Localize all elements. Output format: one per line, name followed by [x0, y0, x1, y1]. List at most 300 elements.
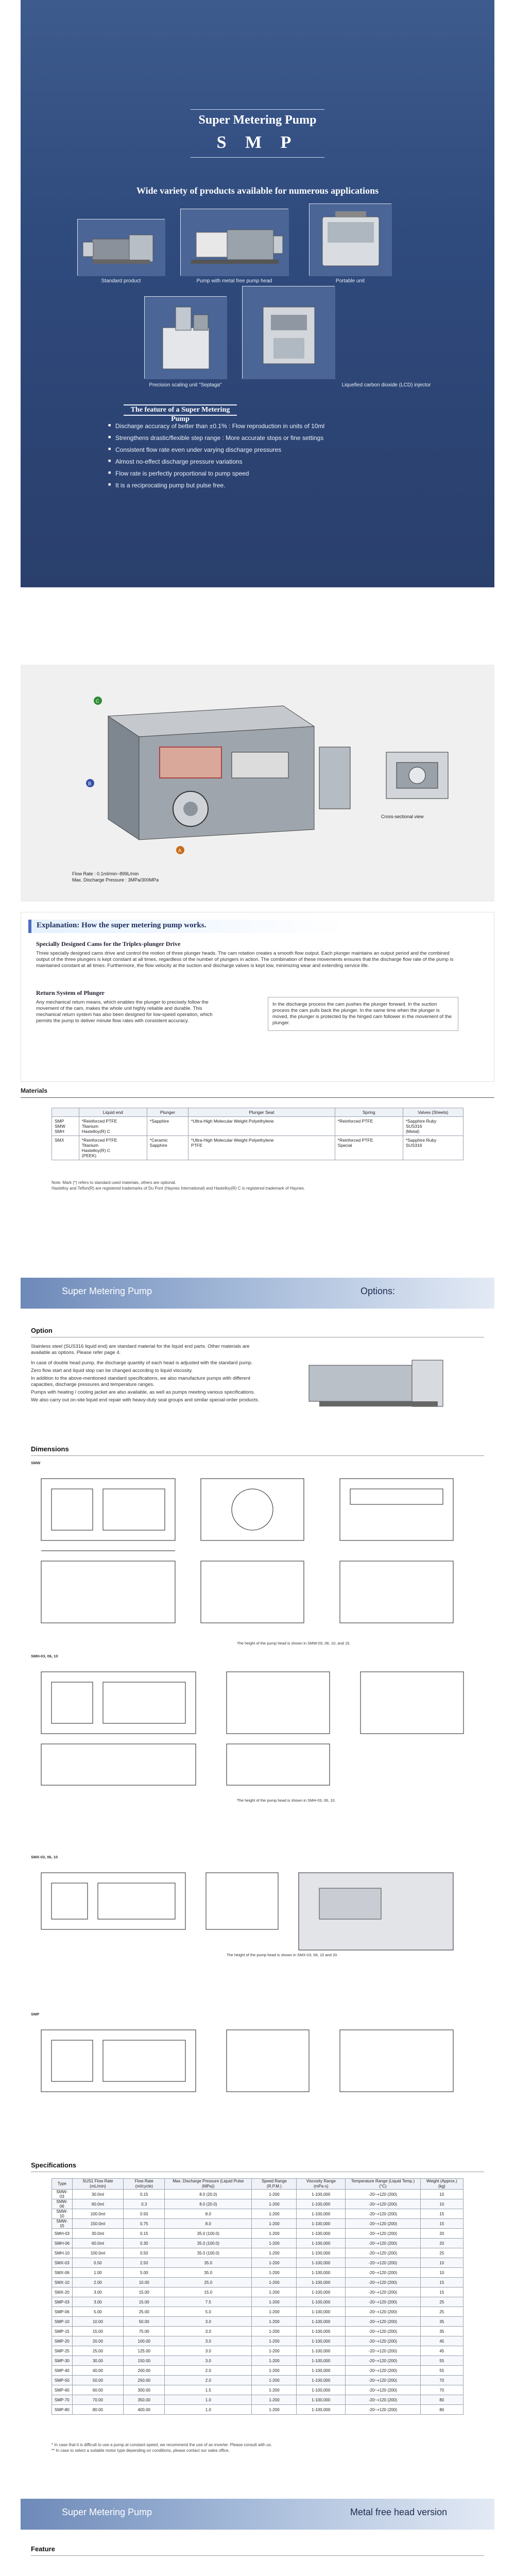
table-cell: -20~+120 (200): [346, 2229, 420, 2239]
table-header: Flow Rate (ml/cycle): [124, 2179, 165, 2190]
table-cell: 3.00: [72, 2297, 124, 2307]
table-cell: SMX-03: [52, 2258, 73, 2268]
table-cell: SMW-06: [52, 2199, 73, 2209]
feature-item: ■ It is a reciprocating pump but pulse free.: [108, 482, 407, 489]
table-cell: 1-200: [252, 2219, 297, 2229]
table-cell: 3.0: [165, 2317, 252, 2327]
table-cell: -20~+120 (200): [346, 2317, 420, 2327]
divider: [21, 1097, 494, 1098]
table-cell: 3.0: [165, 2336, 252, 2346]
dimension-caption: The height of the pump head is shown in SMH-03, 06, 10.: [237, 1798, 336, 1803]
table-cell: SMX-10: [52, 2278, 73, 2287]
table-cell: SMP-06: [52, 2307, 73, 2317]
table-cell: *Ceramic Sapphire: [147, 1136, 188, 1160]
table-cell: 10: [420, 2190, 463, 2199]
table-cell: SMP SMW SMH: [52, 1117, 79, 1136]
table-cell: 15: [420, 2278, 463, 2287]
table-cell: 1-100,000: [297, 2229, 346, 2239]
option-intro: Stainless steel (SUS316 liquid end) are standard material for the liquid end parts. Other materials are available as options. Please refer page 4.: [31, 1344, 250, 1355]
specifications-table: [52, 2178, 464, 2415]
product-photo: [309, 204, 391, 276]
table-cell: 10: [420, 2268, 463, 2278]
cross-section-caption: Cross-sectional view: [381, 814, 424, 819]
table-cell: 150.00: [124, 2356, 165, 2366]
option-item: In case of double head pump, the discharge quantity of each head is adjusted with the standard pump.: [31, 1360, 253, 1366]
table-cell: -20~+120 (200): [346, 2268, 420, 2278]
table-cell: *Sapphire: [147, 1117, 188, 1136]
table-cell: 1-100,000: [297, 2248, 346, 2258]
pump-illustration: [145, 297, 227, 379]
table-cell: -20~+120 (200): [346, 2209, 420, 2219]
product-caption: Pump with metal free pump head: [196, 278, 272, 284]
svg-text:B: B: [88, 781, 92, 786]
divider: [191, 157, 324, 158]
product-caption: Liquefied carbon dioxide (LCD) injector: [341, 382, 431, 388]
explanation-title: Explanation: How the super metering pump works.: [28, 920, 348, 933]
table-cell: 1-200: [252, 2346, 297, 2356]
table-cell: 1-100,000: [297, 2190, 346, 2199]
table-cell: SMX-06: [52, 2268, 73, 2278]
table-cell: 1-200: [252, 2278, 297, 2287]
table-cell: 1-100,000: [297, 2336, 346, 2346]
table-cell: SMP-10: [52, 2317, 73, 2327]
table-header: Type: [52, 2179, 73, 2190]
table-cell: 1.0: [165, 2395, 252, 2405]
feature-list: [108, 422, 407, 494]
table-cell: -20~+120 (200): [346, 2297, 420, 2307]
product-photo: [180, 209, 288, 276]
table-cell: 1-200: [252, 2248, 297, 2258]
option-pump-photo: [299, 1345, 453, 1427]
table-cell: 400.00: [124, 2405, 165, 2415]
table-cell: 350.00: [124, 2395, 165, 2405]
table-cell: SMP-30: [52, 2356, 73, 2366]
table-cell: 10.00: [124, 2278, 165, 2287]
cover-title: Super Metering Pump: [198, 113, 317, 127]
table-cell: 1-200: [252, 2366, 297, 2376]
explanation-heading: Specially Designed Cams for the Triplex-plunger Drive: [36, 940, 181, 947]
table-cell: 15.0: [165, 2287, 252, 2297]
table-cell: SMP-80: [52, 2405, 73, 2415]
table-cell: SMX-20: [52, 2287, 73, 2297]
table-cell: 30.0ml: [72, 2190, 124, 2199]
table-cell: SMP-25: [52, 2346, 73, 2356]
table-cell: SMP-03: [52, 2297, 73, 2307]
dimension-caption: The height of the pump head is shown in SMW-03, 06, 10, and 15.: [237, 1641, 351, 1646]
table-cell: *Ultra-High Molecular Weight Polyethylene: [188, 1117, 335, 1136]
table-cell: 1-100,000: [297, 2346, 346, 2356]
table-cell: 25.00: [72, 2346, 124, 2356]
table-cell: 1-100,000: [297, 2405, 346, 2415]
table-row: [52, 2346, 464, 2356]
table-header: Plunger Seat: [188, 1108, 335, 1117]
table-cell: *Reinforced PTFE Titanium Hastelloy(R) C (PEEK): [79, 1136, 147, 1160]
table-cell: 1-200: [252, 2239, 297, 2248]
table-row: [52, 2278, 464, 2287]
table-cell: -20~+120 (200): [346, 2239, 420, 2248]
table-cell: 1.5: [165, 2385, 252, 2395]
spec-legend-item: Flow Rate : 0.1ml/min~899L/min: [72, 871, 139, 876]
table-cell: 1-100,000: [297, 2356, 346, 2366]
table-cell: 80.00: [72, 2405, 124, 2415]
table-cell: 15: [420, 2219, 463, 2229]
table-header: Weight (Approx.) (kg): [420, 2179, 463, 2190]
table-cell: 1-100,000: [297, 2209, 346, 2219]
table-cell: 35.0: [165, 2258, 252, 2268]
table-cell: 55: [420, 2366, 463, 2376]
table-cell: 1-100,000: [297, 2307, 346, 2317]
table-cell: SMP-20: [52, 2336, 73, 2346]
table-cell: 1-100,000: [297, 2287, 346, 2297]
table-cell: 20: [420, 2229, 463, 2239]
table-cell: 15.00: [72, 2327, 124, 2336]
table-cell: -20~+120 (200): [346, 2190, 420, 2199]
table-cell: 2.00: [72, 2278, 124, 2287]
cross-section-diagram: [381, 747, 453, 809]
table-cell: -20~+120 (200): [346, 2199, 420, 2209]
spec-legend-item: Max. Discharge Pressure : 3MPa/300MPa: [72, 877, 159, 883]
table-row: [52, 2219, 464, 2229]
table-cell: 45: [420, 2336, 463, 2346]
table-cell: 1-200: [252, 2190, 297, 2199]
option-item: We also carry out on-site liquid end repair with heavy-duty seal groups and similar special-order products.: [31, 1397, 260, 1403]
table-cell: 50.00: [72, 2376, 124, 2385]
table-cell: 70.00: [72, 2395, 124, 2405]
table-row: [52, 2385, 464, 2395]
table-cell: 60.0ml: [72, 2239, 124, 2248]
table-cell: 25.00: [124, 2307, 165, 2317]
table-cell: -20~+120 (200): [346, 2258, 420, 2268]
dimension-caption: The height of the pump head is shown in SMX-03, 06, 10 and 20.: [227, 1953, 338, 1957]
pump-illustration: [78, 219, 165, 276]
table-cell: 1-200: [252, 2287, 297, 2297]
table-cell: 30.0ml: [72, 2229, 124, 2239]
table-cell: 60.0ml: [72, 2199, 124, 2209]
table-cell: 100.00: [124, 2336, 165, 2346]
table-cell: SMX: [52, 1136, 79, 1160]
table-cell: 0.3: [124, 2199, 165, 2209]
table-cell: 1-200: [252, 2327, 297, 2336]
table-cell: 2.0: [165, 2366, 252, 2376]
table-cell: -20~+120 (200): [346, 2385, 420, 2395]
table-cell: 0.50: [124, 2209, 165, 2219]
divider: [31, 2555, 484, 2556]
table-cell: 0.50: [72, 2258, 124, 2268]
table-cell: -20~+120 (200): [346, 2307, 420, 2317]
explanation-text: Three specially designed cams drive and control the motion of three plunger heads. The cam rotation creates a smooth flow output. Each plunger maintains an output period and the combined output of the three plungers is kept constant at all times, regardless of the number of plungers in action. The combination of these movements ensures that the discharge flow rate of the pump is maintained constant at all times. Furthermore, the flow velocity at the suction and discharge valves is kept low, minimizing wear and extending service life.: [36, 951, 454, 969]
cover-panel: [21, 0, 494, 587]
table-cell: *Sapphire Ruby SUS316: [403, 1136, 463, 1160]
table-cell: 0.50: [124, 2248, 165, 2258]
table-cell: 1-100,000: [297, 2376, 346, 2385]
table-cell: 150.0ml: [72, 2219, 124, 2229]
table-cell: SMH-10: [52, 2248, 73, 2258]
table-cell: 70: [420, 2376, 463, 2385]
table-cell: 25: [420, 2248, 463, 2258]
dimension-group-label: SMH-03, 06, 10: [31, 1654, 58, 1658]
pump-illustration: [181, 209, 289, 276]
table-cell: 8.0: [165, 2219, 252, 2229]
table-cell: 5.00: [124, 2268, 165, 2278]
table-cell: SMP-15: [52, 2327, 73, 2336]
table-cell: 1-100,000: [297, 2268, 346, 2278]
table-cell: 1-200: [252, 2297, 297, 2307]
table-header: Speed Range (R.P.M.): [252, 2179, 297, 2190]
table-cell: 35.0 (100.0): [165, 2248, 252, 2258]
table-cell: 1.0: [165, 2405, 252, 2415]
table-header: [52, 1108, 79, 1117]
table-cell: 1-200: [252, 2209, 297, 2219]
table-row: [52, 2336, 464, 2346]
table-cell: 1-200: [252, 2307, 297, 2317]
materials-table: [52, 1108, 464, 1160]
table-cell: 2.0: [165, 2376, 252, 2385]
svg-text:C: C: [96, 699, 99, 704]
table-header: Plunger: [147, 1108, 188, 1117]
metal-free-banner: [21, 2499, 494, 2530]
banner-title: Super Metering Pump: [62, 2507, 152, 2517]
table-cell: 45: [420, 2346, 463, 2356]
table-cell: 1-100,000: [297, 2395, 346, 2405]
table-cell: 10.00: [72, 2317, 124, 2327]
option-item: Pumps with heating / cooling jacket are also available, as well as pumps meeting various specifications.: [31, 1389, 255, 1395]
table-cell: -20~+120 (200): [346, 2278, 420, 2287]
table-row: [52, 1136, 464, 1160]
dimension-drawing: [31, 1862, 484, 1965]
table-cell: 35: [420, 2327, 463, 2336]
table-cell: 8.0 (20.0): [165, 2199, 252, 2209]
cover-subtitle: S M P: [216, 133, 299, 152]
table-cell: 1-200: [252, 2405, 297, 2415]
product-photo: [77, 219, 165, 276]
specifications-title: Specifications: [31, 2161, 77, 2169]
table-cell: 3.00: [72, 2287, 124, 2297]
table-cell: 1-200: [252, 2258, 297, 2268]
table-cell: -20~+120 (200): [346, 2346, 420, 2356]
table-row: [52, 2258, 464, 2268]
svg-text:A: A: [178, 848, 182, 853]
table-cell: 80: [420, 2395, 463, 2405]
table-cell: 1-200: [252, 2385, 297, 2395]
table-row: [52, 2405, 464, 2415]
table-cell: 20: [420, 2239, 463, 2248]
table-cell: 10: [420, 2258, 463, 2268]
specifications-notes: [52, 2442, 464, 2453]
note-line: Hastelloy and Teflon(R) are registered trademarks of Du Pont (Haynes International) and Hastelloy(R) C is registered trademark of Haynes.: [52, 1186, 305, 1191]
pump-illustration: [243, 286, 335, 379]
table-cell: 0.15: [124, 2190, 165, 2199]
exploded-pump-diagram: [77, 685, 366, 860]
table-cell: 30.00: [72, 2356, 124, 2366]
note-line: ** In case to select a suitable motor type depending on conditions, please contact our sales office.: [52, 2448, 230, 2453]
table-header: Viscosity Range (mPa·s): [297, 2179, 346, 2190]
table-cell: 1-200: [252, 2376, 297, 2385]
feature-item: ■ Consistent flow rate even under varying discharge pressures: [108, 446, 407, 453]
product-caption: Standard product: [101, 278, 141, 284]
table-row: [52, 2307, 464, 2317]
table-cell: 1-100,000: [297, 2239, 346, 2248]
option-item: In addition to the above-mentioned standard specifications, we also manufacture pumps with different capacities, discharge pressures and temperature ranges.: [31, 1376, 250, 1387]
table-cell: 35.0 (100.0): [165, 2239, 252, 2248]
table-cell: SMP-40: [52, 2366, 73, 2376]
table-cell: 80: [420, 2405, 463, 2415]
table-row: [52, 2376, 464, 2385]
table-cell: SMH-03: [52, 2229, 73, 2239]
table-cell: 3.0: [165, 2356, 252, 2366]
table-cell: -20~+120 (200): [346, 2248, 420, 2258]
feature-item: ■ Discharge accuracy of better than ±0.1% : Flow reproduction in units of 10ml: [108, 422, 407, 430]
table-cell: 1.00: [72, 2268, 124, 2278]
table-cell: 1-200: [252, 2229, 297, 2239]
table-cell: 35.0 (100.0): [165, 2229, 252, 2239]
table-cell: 100.0ml: [72, 2209, 124, 2219]
table-cell: -20~+120 (200): [346, 2395, 420, 2405]
table-row: [52, 2356, 464, 2366]
table-cell: 1-100,000: [297, 2258, 346, 2268]
table-cell: -20~+120 (200): [346, 2287, 420, 2297]
table-cell: 1-200: [252, 2336, 297, 2346]
table-cell: 70: [420, 2385, 463, 2395]
table-cell: SMW-10: [52, 2209, 73, 2219]
table-cell: 1-200: [252, 2268, 297, 2278]
table-cell: 15.00: [124, 2287, 165, 2297]
table-cell: 0.30: [124, 2239, 165, 2248]
table-cell: 200.00: [124, 2366, 165, 2376]
table-row: [52, 2327, 464, 2336]
dimension-drawing: [31, 2020, 484, 2112]
table-cell: 8.0 (20.0): [165, 2190, 252, 2199]
table-row: [52, 2268, 464, 2278]
table-row: [52, 1117, 464, 1136]
table-cell: 1-200: [252, 2356, 297, 2366]
product-photo: [242, 286, 335, 379]
table-row: [52, 2287, 464, 2297]
feature-title: Feature: [31, 2545, 55, 2553]
table-row: [52, 2395, 464, 2405]
exploded-view-panel: [21, 665, 494, 902]
dimensions-title: Dimensions: [31, 1445, 69, 1453]
table-header: Liquid end: [79, 1108, 147, 1117]
table-cell: 0.75: [124, 2219, 165, 2229]
materials-title: Materials: [21, 1087, 48, 1094]
dimension-drawing: [31, 1468, 484, 1638]
dimension-group-label: SMP: [31, 2012, 40, 2016]
explanation-heading: Return System of Plunger: [36, 989, 105, 996]
table-header: SUS1 Flow Rate (mL/min): [72, 2179, 124, 2190]
table-cell: -20~+120 (200): [346, 2327, 420, 2336]
cover-tagline: Wide variety of products available for numerous applications: [136, 185, 379, 196]
table-cell: 1-200: [252, 2395, 297, 2405]
divider: [191, 109, 324, 110]
table-cell: -20~+120 (200): [346, 2366, 420, 2376]
table-row: [52, 2297, 464, 2307]
product-caption: Portable unit: [335, 278, 365, 284]
table-cell: 10: [420, 2199, 463, 2209]
table-cell: 55: [420, 2356, 463, 2366]
table-cell: 75.00: [124, 2327, 165, 2336]
table-cell: *Reinforced PTFE: [335, 1117, 403, 1136]
note-line: Note: Mark (*) refers to standard used materials, others are optional.: [52, 1180, 176, 1185]
option-item: Zero flow start and liquid stop can be changed according to liquid viscosity.: [31, 1368, 193, 1374]
feature-item: ■ Almost no-effect discharge pressure variations: [108, 458, 407, 465]
table-cell: 1-200: [252, 2317, 297, 2327]
table-cell: 25: [420, 2297, 463, 2307]
feature-item: ■ Strengthens drastic/flexible step range : More accurate stops or fine settings: [108, 434, 407, 442]
table-header-row: [52, 2179, 464, 2190]
table-cell: 1-100,000: [297, 2327, 346, 2336]
table-row: [52, 2190, 464, 2199]
table-cell: SMP-70: [52, 2395, 73, 2405]
table-cell: 15.00: [124, 2297, 165, 2307]
table-cell: 40.00: [72, 2366, 124, 2376]
table-cell: -20~+120 (200): [346, 2376, 420, 2385]
options-banner: [21, 1278, 494, 1309]
table-cell: 25: [420, 2307, 463, 2317]
table-row: [52, 2248, 464, 2258]
table-cell: SMP-60: [52, 2385, 73, 2395]
spec-legend: [72, 871, 159, 883]
note-line: * In case that it is difficult to use a pump at constant speed, we recommend the use of an inverter. Please consult with us.: [52, 2443, 272, 2447]
explanation-sidebar: In the discharge process the cam pushes the plunger forward. In the suction process the cam pulls back the plunger. In the same time when the plunger is moved, the plunger is protected by the hinged cam follower in the movement of the plunger.: [268, 997, 458, 1031]
option-list: [31, 1360, 268, 1405]
table-cell: 1-100,000: [297, 2278, 346, 2287]
table-cell: 100.0ml: [72, 2248, 124, 2258]
table-row: [52, 2209, 464, 2219]
feature-item: ■ Flow rate is perfectly proportional to pump speed: [108, 470, 407, 477]
table-cell: 2.50: [124, 2258, 165, 2268]
table-cell: 1-100,000: [297, 2385, 346, 2395]
table-row: [52, 2317, 464, 2327]
materials-notes: [52, 1180, 464, 1191]
table-cell: -20~+120 (200): [346, 2336, 420, 2346]
divider: [31, 1455, 484, 1456]
table-row: [52, 2199, 464, 2209]
table-cell: SMH-06: [52, 2239, 73, 2248]
table-cell: 35.0: [165, 2268, 252, 2278]
table-header: Spring: [335, 1108, 403, 1117]
option-title: Option: [31, 1327, 53, 1334]
dimension-drawing: [31, 1662, 484, 1795]
table-cell: 5.00: [72, 2307, 124, 2317]
explanation-text: Any mechanical return means, which enables the plunger to precisely follow the movement of the cam, makes the whole unit highly reliable and durable. This mechanical return system has also been designed for low-speed operation, which permits the pump to deliver minute flow rates with consistent accuracy.: [36, 999, 213, 1024]
dimension-group-label: SMX-03, 06, 10: [31, 1855, 58, 1859]
pump-illustration: [310, 204, 392, 276]
table-cell: 35: [420, 2317, 463, 2327]
banner-title: Super Metering Pump: [62, 1286, 152, 1296]
table-cell: 1-100,000: [297, 2219, 346, 2229]
table-header-row: [52, 1108, 464, 1117]
table-row: [52, 2366, 464, 2376]
table-cell: 1-100,000: [297, 2317, 346, 2327]
table-cell: 0.15: [124, 2229, 165, 2239]
table-cell: *Sapphire Ruby SUS316 (Metal): [403, 1117, 463, 1136]
table-cell: 1-200: [252, 2199, 297, 2209]
table-cell: 1-100,000: [297, 2297, 346, 2307]
table-row: [52, 2229, 464, 2239]
table-cell: 15: [420, 2209, 463, 2219]
banner-subtitle: Options:: [360, 1286, 396, 1296]
table-cell: SMP-50: [52, 2376, 73, 2385]
table-cell: 3.0: [165, 2327, 252, 2336]
table-cell: *Reinforced PTFE Special: [335, 1136, 403, 1160]
table-cell: 8.0: [165, 2209, 252, 2219]
dimension-group-label: SMW: [31, 1461, 41, 1465]
table-cell: 7.5: [165, 2297, 252, 2307]
table-cell: 20.00: [72, 2336, 124, 2346]
table-cell: 5.0: [165, 2307, 252, 2317]
table-cell: 60.00: [72, 2385, 124, 2395]
table-cell: 300.00: [124, 2385, 165, 2395]
